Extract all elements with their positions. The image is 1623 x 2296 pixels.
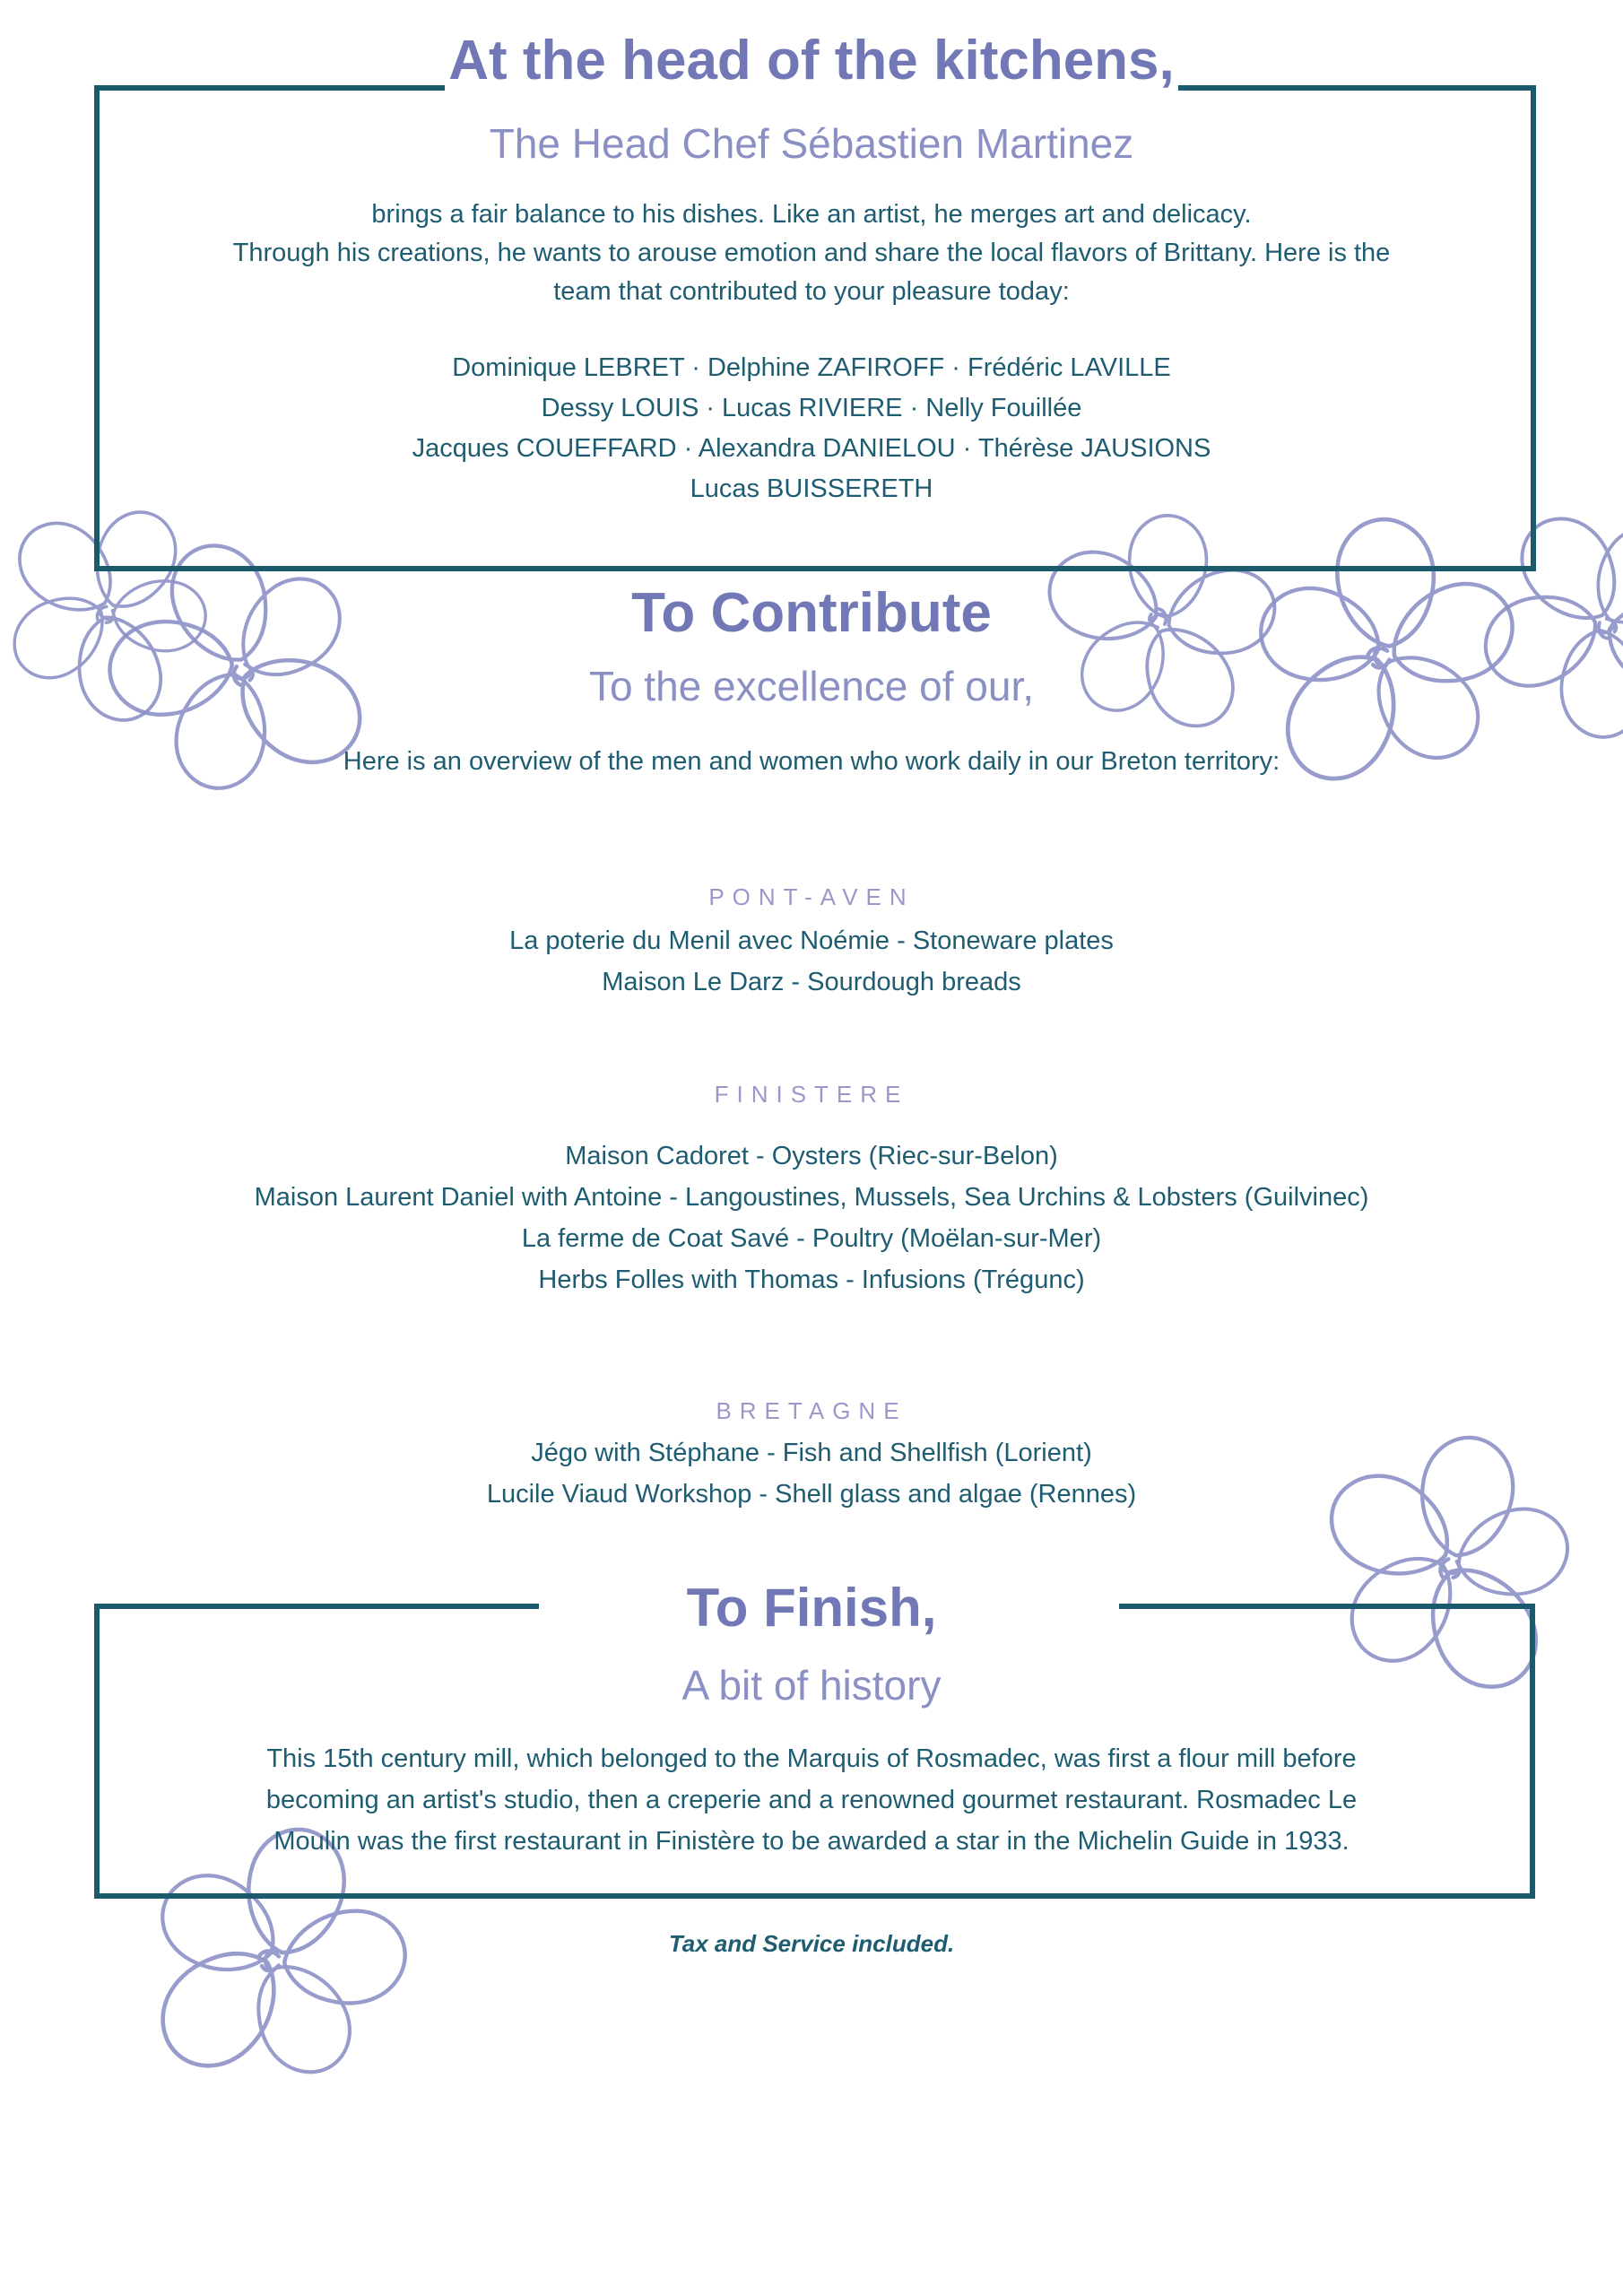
team-line: Lucas BUISSERETH	[690, 474, 933, 503]
contribute-title: To Contribute	[631, 582, 992, 644]
supplier-line: La ferme de Coat Savé - Poultry (Moëlan-sur-Mer)	[521, 1224, 1102, 1253]
history-line: This 15th century mill, which belonged to the Marquis of Rosmadec, was first a flour mill before	[266, 1744, 1357, 1773]
history-line: Moulin was the first restaurant in Finistère to be awarded a star in the Michelin Guide in 1933.	[273, 1827, 1350, 1856]
section-pont-aven	[0, 883, 1623, 1003]
supplier-line: Maison Cadoret - Oysters (Riec-sur-Belon)	[565, 1142, 1058, 1170]
section-finistere	[0, 1081, 1623, 1300]
paragraph-line: team that contributed to your pleasure today:	[553, 277, 1070, 306]
team-line: Dessy LOUIS · Lucas RIVIERE · Nelly Fouillée	[541, 394, 1082, 422]
paragraph-line: Through his creations, he wants to arouse emotion and share the local flavors of Brittany. Here is the	[232, 239, 1391, 267]
supplier-line: Maison Le Darz - Sourdough breads	[602, 968, 1021, 996]
team-line: Jacques COUEFFARD · Alexandra DANIELOU · Thérèse JAUSIONS	[412, 434, 1211, 463]
paragraph-line: brings a fair balance to his dishes. Like an artist, he merges art and delicacy.	[371, 200, 1252, 229]
section-title: FINISTERE	[714, 1081, 909, 1108]
section-bretagne	[0, 1397, 1623, 1515]
tax-service-note: Tax and Service included.	[668, 1930, 955, 1957]
contribute-subtitle: To the excellence of our,	[588, 663, 1035, 709]
head-title: At the head of the kitchens,	[448, 30, 1175, 91]
team-list	[0, 348, 1623, 509]
supplier-line: Herbs Folles with Thomas - Infusions (Trégunc)	[538, 1265, 1085, 1294]
head-subtitle: The Head Chef Sébastien Martinez	[489, 120, 1134, 167]
supplier-line: La poterie du Menil avec Noémie - Stoneware plates	[509, 926, 1114, 955]
history-paragraph	[0, 1738, 1623, 1862]
section-title: PONT-AVEN	[708, 883, 915, 910]
history-line: becoming an artist's studio, then a creperie and a renowned gourmet restaurant. Rosmadec Le	[265, 1786, 1358, 1814]
section-title: BRETAGNE	[716, 1397, 907, 1424]
contribute-intro: Here is an overview of the men and women who work daily in our Breton territory:	[343, 747, 1280, 776]
supplier-line: Maison Laurent Daniel with Antoine - Langoustines, Mussels, Sea Urchins & Lobsters (Guilvinec)	[254, 1183, 1369, 1212]
head-paragraph	[0, 196, 1623, 311]
finish-title: To Finish,	[686, 1578, 937, 1638]
supplier-line: Lucile Viaud Workshop - Shell glass and algae (Rennes)	[486, 1480, 1137, 1509]
finish-subtitle: A bit of history	[681, 1662, 942, 1709]
team-line: Dominique LEBRET · Delphine ZAFIROFF · Frédéric LAVILLE	[452, 353, 1171, 382]
supplier-line: Jégo with Stéphane - Fish and Shellfish (Lorient)	[531, 1439, 1092, 1467]
